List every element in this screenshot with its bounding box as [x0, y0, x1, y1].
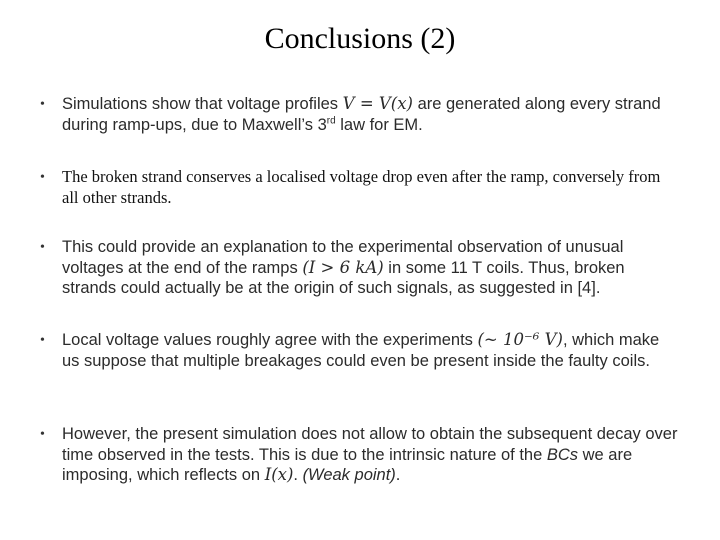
- superscript: rd: [326, 115, 336, 126]
- bullet-icon: •: [40, 333, 45, 348]
- text-run: Local voltage values roughly agree with the experiments: [62, 331, 478, 349]
- bullet-text: [62, 330, 680, 371]
- math-expression: I(x): [264, 465, 294, 484]
- math-expression: (~ 10⁻⁶ V): [477, 330, 563, 349]
- text-run: are generated along every strand during ramp-ups, due to Maxwell’s 3: [62, 95, 661, 134]
- bullet-icon: •: [40, 97, 45, 112]
- bullet-item-broken-strand: [40, 167, 680, 208]
- text-run: in some 11 T coils. Thus, broken strands could actually be at the origin of such signals, as suggested in [4].: [62, 258, 625, 297]
- math-expression: V = V(x): [342, 94, 413, 113]
- italic-term: (Weak point): [302, 466, 396, 484]
- bullet-item-explanation: [40, 237, 680, 299]
- text-run: .: [395, 466, 401, 484]
- text-run: The broken strand conserves a localised voltage drop even after the ramp, conversely from all other strands.: [62, 167, 661, 207]
- text-run: However, the present simulation does not allow to obtain the subsequent decay over time observed in the tests. This is due to the intrinsic nature of the: [62, 425, 678, 464]
- bullet-text: [62, 424, 680, 486]
- text-run: This could provide an explanation to the experimental observation of unusual voltages at the end of the ramps: [62, 238, 624, 277]
- math-expression: (I > 6 kA): [302, 257, 384, 277]
- text-run: .: [293, 466, 303, 484]
- bullet-icon: •: [40, 427, 45, 442]
- bullet-text: [62, 94, 680, 135]
- bullet-icon: •: [40, 240, 45, 255]
- italic-term: BCs: [546, 445, 579, 464]
- text-run: , which make us suppose that multiple breakages could even be present inside the faulty coils.: [62, 331, 660, 370]
- bullet-text: [62, 237, 680, 299]
- bullet-text: [62, 167, 680, 208]
- text-run: we are imposing, which reflects on: [62, 445, 633, 484]
- text-run: Simulations show that voltage profiles: [62, 95, 343, 113]
- text-run: law for EM.: [335, 115, 423, 134]
- bullet-item-local-voltage: [40, 330, 680, 371]
- bullet-item-voltage-profiles: [40, 94, 680, 135]
- bullet-item-weak-point: [40, 424, 680, 486]
- slide-title: Conclusions (2): [264, 22, 456, 55]
- bullet-icon: •: [40, 170, 45, 185]
